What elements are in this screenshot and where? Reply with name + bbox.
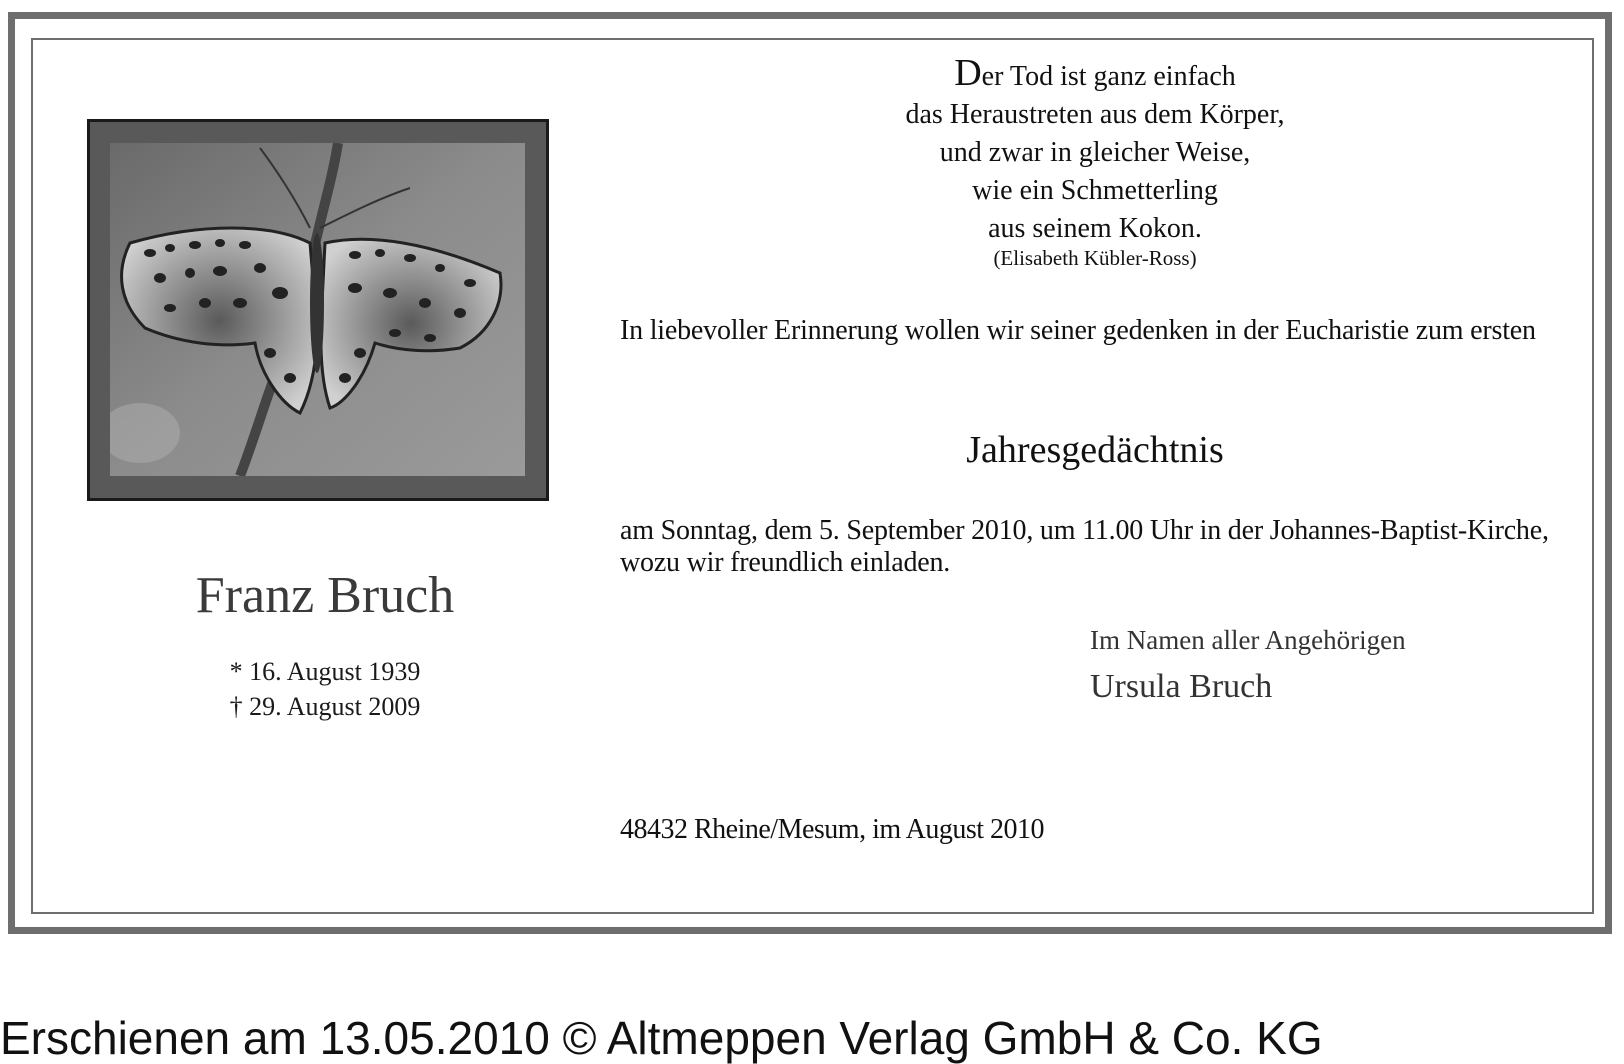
publication-footer: Erschienen am 13.05.2010 © Altmeppen Verlag GmbH & Co. KG bbox=[0, 1012, 1323, 1064]
quote-line-1-text: er Tod ist ganz einfach bbox=[981, 61, 1236, 92]
deceased-name: Franz Bruch bbox=[195, 567, 455, 624]
quote bbox=[835, 54, 1355, 248]
service-details: am Sonntag, dem 5. September 2010, um 11.00 Uhr in der Johannes-Baptist-Kirche, wozu wir freundlich einladen. bbox=[620, 515, 1549, 578]
quote-line-4: wie ein Schmetterling bbox=[972, 175, 1218, 206]
signature-label: Im Namen aller Angehörigen bbox=[1090, 625, 1406, 655]
memorial-heading: Jahresgedächtnis bbox=[966, 429, 1224, 471]
signature-name: Ursula Bruch bbox=[1090, 668, 1273, 705]
quote-line-3: und zwar in gleicher Weise, bbox=[939, 137, 1251, 168]
butterfly-photo bbox=[110, 143, 525, 476]
quote-line-2: das Heraustreten aus dem Körper, bbox=[905, 99, 1285, 130]
photo-frame bbox=[87, 119, 549, 501]
place-date: 48432 Rheine/Mesum, im August 2010 bbox=[620, 814, 1044, 845]
quote-line-5: aus seinem Kokon. bbox=[988, 213, 1202, 244]
quote-author: (Elisabeth Kübler-Ross) bbox=[993, 246, 1197, 270]
quote-line-1 bbox=[835, 54, 1355, 96]
intro-text: In liebevoller Erinnerung wollen wir seiner gedenken in der Eucharistie zum ersten bbox=[620, 315, 1536, 346]
quote-initial: D bbox=[954, 52, 982, 94]
birth-date: * 16. August 1939 bbox=[229, 657, 421, 686]
life-dates bbox=[190, 654, 460, 724]
death-date: † 29. August 2009 bbox=[229, 692, 421, 721]
